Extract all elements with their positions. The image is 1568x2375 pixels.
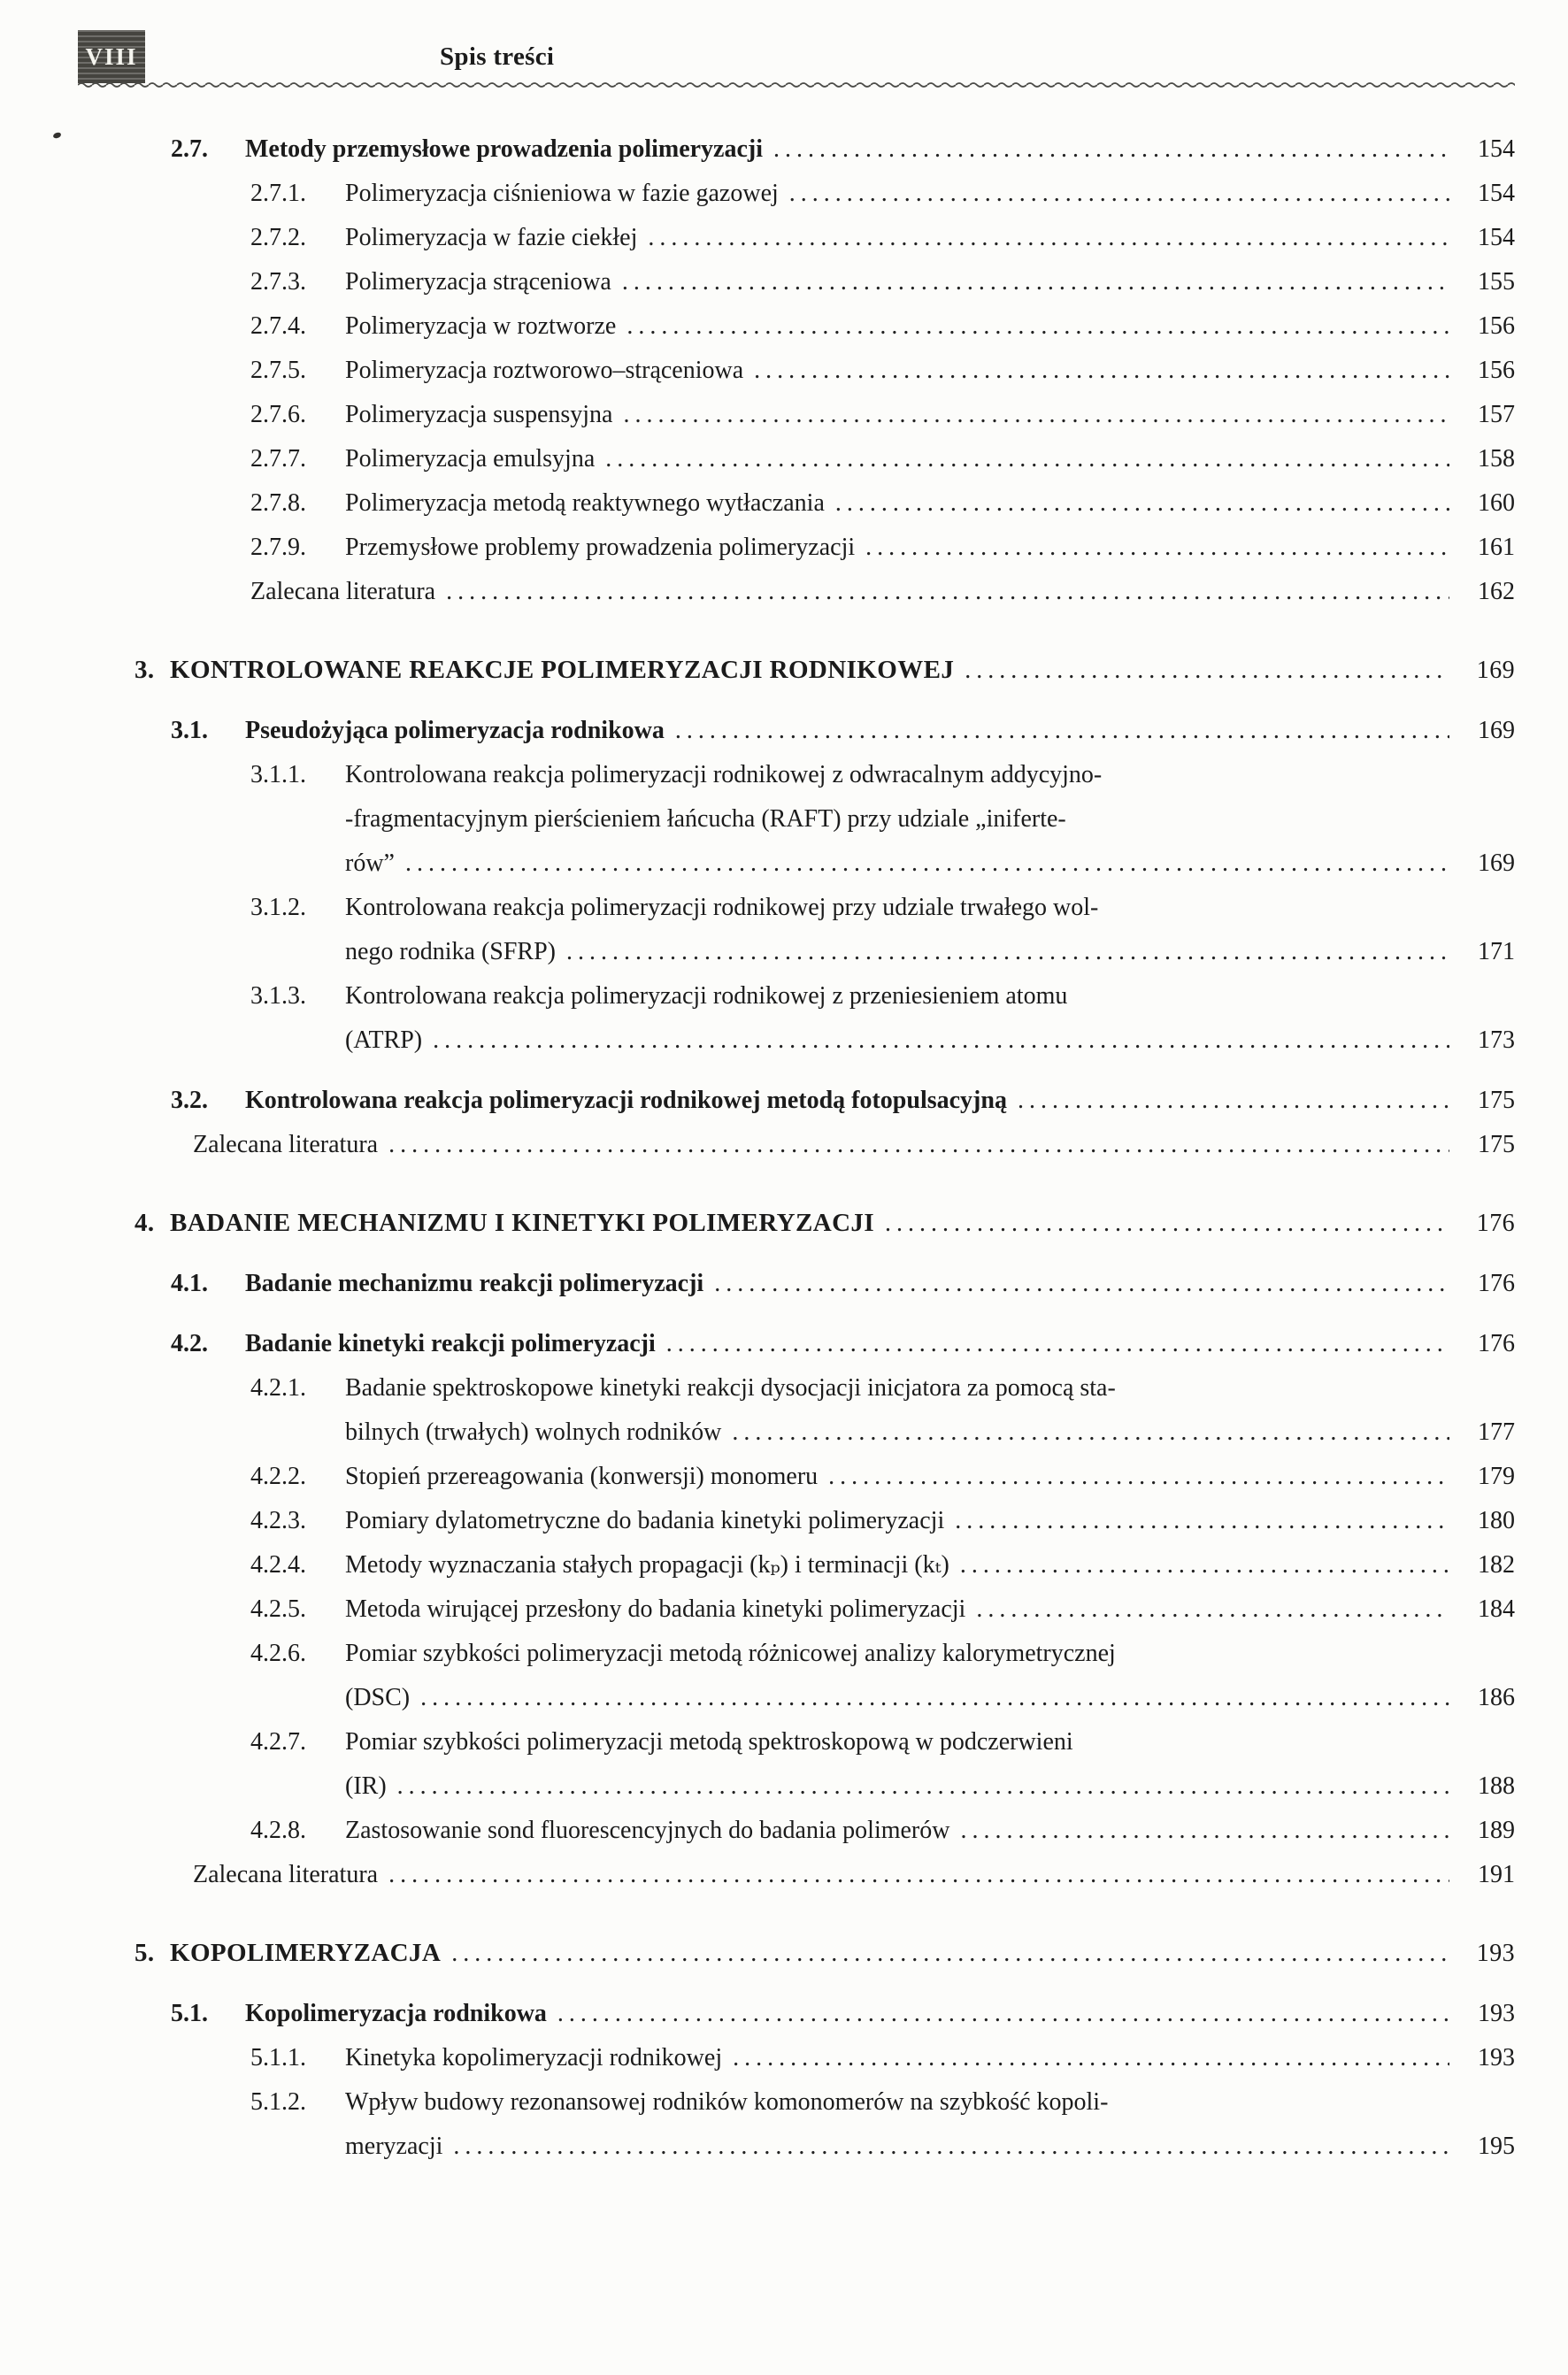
- entry-page-number: 156: [1478, 312, 1515, 340]
- entry-title: Polimeryzacja suspensyjna: [345, 401, 613, 428]
- entry-title: Badanie spektroskopowe kinetyki reakcji dysocjacji inicjatora za pomocą sta-: [345, 1374, 1116, 1402]
- entry-title: Badanie mechanizmu reakcji polimeryzacji: [245, 1270, 704, 1297]
- toc-entry-line: [250, 1587, 1515, 1632]
- entry-number: 2.7.9.: [250, 534, 306, 561]
- toc-entry: [80, 1455, 1515, 1499]
- entry-number: 2.7.6.: [250, 401, 306, 428]
- toc-entry-line: [250, 1018, 1515, 1063]
- page-title: Spis treści: [440, 42, 555, 71]
- entry-page-number: 188: [1478, 1772, 1515, 1800]
- toc-entry-line: [250, 481, 1515, 526]
- entry-page-number: 154: [1478, 224, 1515, 251]
- toc-entry-line: [250, 216, 1515, 260]
- entry-title: bilnych (trwałych) wolnych rodników: [345, 1418, 722, 1446]
- entry-number: 2.7.5.: [250, 357, 306, 384]
- entry-title: Wpływ budowy rezonansowej rodników komonomerów na szybkość kopoli-: [345, 2088, 1109, 2116]
- toc-entry: [80, 481, 1515, 526]
- toc-entry-line: [171, 1262, 1515, 1306]
- dot-leader: [960, 1809, 1449, 1853]
- toc-entry-line: [250, 1455, 1515, 1499]
- entry-title: Metoda wirującej przesłony do badania kinetyki polimeryzacji: [345, 1595, 966, 1623]
- dot-leader: [622, 260, 1449, 304]
- entry-page-number: 173: [1478, 1026, 1515, 1054]
- dot-leader: [666, 1322, 1449, 1366]
- toc-entry-line: [250, 1632, 1515, 1676]
- entry-number: 4.1.: [171, 1270, 208, 1297]
- entry-page-number: 176: [1476, 1210, 1515, 1237]
- entry-page-number: 186: [1478, 1684, 1515, 1711]
- toc-entry: [80, 304, 1515, 349]
- toc-entry-line: [250, 570, 1515, 614]
- toc-list: [0, 88, 1568, 2169]
- entry-title: -fragmentacyjnym pierścieniem łańcucha (RAFT) przy udziale „iniferte-: [345, 805, 1066, 833]
- entry-page-number: 156: [1478, 357, 1515, 384]
- header-rule: [78, 80, 1515, 90]
- entry-title: Kontrolowana reakcja polimeryzacji rodnikowej metodą fotopulsacyjną: [245, 1087, 1007, 1114]
- entry-title: BADANIE MECHANIZMU I KINETYKI POLIMERYZACJI: [170, 1209, 875, 1237]
- toc-entry: [80, 1079, 1515, 1123]
- dot-leader: [960, 1543, 1449, 1587]
- entry-page-number: 182: [1478, 1551, 1515, 1579]
- dot-leader: [835, 481, 1449, 526]
- entry-title: Polimeryzacja w roztworze: [345, 312, 617, 340]
- entry-title: Pomiar szybkości polimeryzacji metodą różnicowej analizy kalorymetrycznej: [345, 1640, 1116, 1667]
- toc-entry-line: [171, 1992, 1515, 2036]
- toc-entry: [80, 526, 1515, 570]
- dot-leader: [605, 437, 1449, 481]
- toc-entry: [80, 1201, 1515, 1246]
- entry-title: Zalecana literatura: [193, 1861, 379, 1888]
- toc-entry-line: [250, 930, 1515, 974]
- toc-entry-line: [250, 753, 1515, 797]
- toc-entry-line: [135, 1201, 1515, 1246]
- toc-entry-line: [250, 1543, 1515, 1587]
- dot-leader: [732, 1410, 1449, 1455]
- toc-entry: [80, 1853, 1515, 1897]
- toc-entry-line: [250, 393, 1515, 437]
- toc-entry: [80, 1809, 1515, 1853]
- entry-page-number: 184: [1478, 1595, 1515, 1623]
- dot-leader: [405, 842, 1449, 886]
- dot-leader: [388, 1123, 1449, 1167]
- entry-page-number: 161: [1478, 534, 1515, 561]
- dot-leader: [789, 172, 1449, 216]
- entry-title: Zalecana literatura: [193, 1131, 379, 1158]
- entry-page-number: 195: [1478, 2133, 1515, 2160]
- dot-leader: [733, 2036, 1449, 2080]
- entry-number: 2.7.1.: [250, 180, 306, 207]
- toc-entry: [80, 1543, 1515, 1587]
- entry-title: Polimeryzacja metodą reaktywnego wytłaczania: [345, 489, 825, 517]
- toc-entry-line: [250, 349, 1515, 393]
- entry-page-number: 169: [1476, 657, 1515, 684]
- dot-leader: [675, 709, 1449, 753]
- toc-entry-line: [250, 886, 1515, 930]
- toc-entry: [80, 709, 1515, 753]
- dot-leader: [451, 1931, 1449, 1976]
- toc-entry-line: [250, 2125, 1515, 2169]
- entry-page-number: 169: [1478, 849, 1515, 877]
- entry-page-number: 179: [1478, 1463, 1515, 1490]
- entry-number: 4.2.4.: [250, 1551, 306, 1579]
- entry-number: 4.2.7.: [250, 1728, 306, 1756]
- entry-number: 4.2.: [171, 1330, 208, 1357]
- entry-title: Zastosowanie sond fluorescencyjnych do badania polimerów: [345, 1817, 950, 1844]
- entry-title: Polimeryzacja roztworowo–strąceniowa: [345, 357, 744, 384]
- entry-title: (DSC): [345, 1684, 411, 1711]
- entry-title: Kontrolowana reakcja polimeryzacji rodnikowej przy udziale trwałego wol-: [345, 894, 1099, 921]
- entry-page-number: 171: [1478, 938, 1515, 965]
- toc-entry: [80, 172, 1515, 216]
- dot-leader: [557, 1992, 1449, 2036]
- toc-entry-line: [250, 974, 1515, 1018]
- entry-title: Polimeryzacja ciśnieniowa w fazie gazowej: [345, 180, 779, 207]
- toc-entry: [80, 1720, 1515, 1809]
- toc-entry-line: [250, 1720, 1515, 1764]
- entry-page-number: 180: [1478, 1507, 1515, 1534]
- entry-number: 5.: [135, 1939, 155, 1967]
- entry-title: Metody przemysłowe prowadzenia polimeryzacji: [245, 135, 764, 163]
- entry-number: 3.1.1.: [250, 761, 306, 788]
- dot-leader: [388, 1853, 1449, 1897]
- dot-leader: [714, 1262, 1449, 1306]
- entry-page-number: 160: [1478, 489, 1515, 517]
- toc-entry-line: [250, 797, 1515, 842]
- dot-leader: [433, 1018, 1449, 1063]
- entry-title: Badanie kinetyki reakcji polimeryzacji: [245, 1330, 656, 1357]
- dot-leader: [965, 648, 1449, 693]
- toc-entry: [80, 1322, 1515, 1366]
- entry-number: 4.: [135, 1209, 155, 1237]
- toc-entry-line: [250, 1764, 1515, 1809]
- entry-number: 5.1.2.: [250, 2088, 306, 2116]
- toc-entry: [80, 127, 1515, 172]
- entry-number: 3.1.: [171, 717, 208, 744]
- entry-title: Polimeryzacja emulsyjna: [345, 445, 596, 473]
- entry-number: 3.2.: [171, 1087, 208, 1114]
- entry-page-number: 177: [1478, 1418, 1515, 1446]
- entry-page-number: 175: [1478, 1131, 1515, 1158]
- toc-entry-line: [250, 304, 1515, 349]
- entry-title: nego rodnika (SFRP): [345, 938, 556, 965]
- dot-leader: [1018, 1079, 1449, 1123]
- entry-number: 2.7.3.: [250, 268, 306, 296]
- dot-leader: [648, 216, 1449, 260]
- entry-title: meryzacji: [345, 2133, 443, 2160]
- entry-title: Pomiary dylatometryczne do badania kinetyki polimeryzacji: [345, 1507, 945, 1534]
- dot-leader: [397, 1764, 1449, 1809]
- entry-number: 2.7.4.: [250, 312, 306, 340]
- entry-title: Przemysłowe problemy prowadzenia polimeryzacji: [345, 534, 856, 561]
- dot-leader: [955, 1499, 1449, 1543]
- entry-page-number: 193: [1476, 1940, 1515, 1967]
- toc-entry: [80, 886, 1515, 974]
- toc-entry: [80, 1931, 1515, 1976]
- toc-entry: [80, 1123, 1515, 1167]
- toc-entry: [80, 648, 1515, 693]
- toc-entry-line: [171, 1079, 1515, 1123]
- entry-title: Pomiar szybkości polimeryzacji metodą spektroskopową w podczerwieni: [345, 1728, 1073, 1756]
- dot-leader: [446, 570, 1449, 614]
- entry-title: KOPOLIMERYZACJA: [170, 1939, 442, 1967]
- dot-leader: [420, 1676, 1449, 1720]
- entry-title: Kinetyka kopolimeryzacji rodnikowej: [345, 2044, 723, 2071]
- dot-leader: [626, 304, 1449, 349]
- toc-entry-line: [171, 127, 1515, 172]
- dot-leader: [623, 393, 1449, 437]
- entry-title: Zalecana literatura: [250, 578, 436, 605]
- entry-page-number: 154: [1478, 180, 1515, 207]
- entry-number: 3.1.2.: [250, 894, 306, 921]
- toc-entry-line: [250, 842, 1515, 886]
- toc-entry: [80, 2036, 1515, 2080]
- dot-leader: [453, 2125, 1449, 2169]
- toc-entry-line: [250, 2080, 1515, 2125]
- entry-page-number: 169: [1478, 717, 1515, 744]
- dot-leader: [828, 1455, 1449, 1499]
- toc-entry-line: [193, 1853, 1515, 1897]
- toc-entry: [80, 1499, 1515, 1543]
- toc-entry: [80, 2080, 1515, 2169]
- entry-title: (ATRP): [345, 1026, 423, 1054]
- toc-entry: [80, 570, 1515, 614]
- toc-entry: [80, 1992, 1515, 2036]
- entry-title: Polimeryzacja w fazie ciekłej: [345, 224, 638, 251]
- entry-page-number: 176: [1478, 1330, 1515, 1357]
- entry-number: 4.2.2.: [250, 1463, 306, 1490]
- entry-page-number: 193: [1478, 2044, 1515, 2071]
- toc-entry-line: [171, 1322, 1515, 1366]
- entry-number: 2.7.8.: [250, 489, 306, 517]
- entry-page-number: 189: [1478, 1817, 1515, 1844]
- entry-number: 3.: [135, 656, 155, 684]
- dot-leader: [885, 1201, 1449, 1246]
- toc-entry-line: [250, 1676, 1515, 1720]
- toc-entry-line: [250, 1499, 1515, 1543]
- page-header: [0, 0, 1568, 88]
- toc-entry: [80, 974, 1515, 1063]
- toc-entry-line: [250, 1366, 1515, 1410]
- entry-title: Pseudożyjąca polimeryzacja rodnikowa: [245, 717, 665, 744]
- entry-title: Metody wyznaczania stałych propagacji (kₚ) i terminacji (kₜ): [345, 1551, 949, 1579]
- toc-entry-line: [135, 648, 1515, 693]
- folio-box: [78, 30, 145, 83]
- entry-number: 4.2.5.: [250, 1595, 306, 1623]
- entry-page-number: 154: [1478, 135, 1515, 163]
- dot-leader: [865, 526, 1449, 570]
- entry-number: 2.7.2.: [250, 224, 306, 251]
- entry-number: 4.2.6.: [250, 1640, 306, 1667]
- entry-page-number: 176: [1478, 1270, 1515, 1297]
- toc-entry: [80, 1366, 1515, 1455]
- entry-page-number: 193: [1478, 2000, 1515, 2027]
- entry-title: Kontrolowana reakcja polimeryzacji rodnikowej z przeniesieniem atomu: [345, 982, 1068, 1010]
- entry-number: 3.1.3.: [250, 982, 306, 1010]
- toc-entry-line: [250, 260, 1515, 304]
- entry-title: rów”: [345, 849, 395, 877]
- toc-entry-line: [250, 1410, 1515, 1455]
- toc-entry-line: [171, 709, 1515, 753]
- toc-entry-line: [250, 526, 1515, 570]
- toc-entry: [80, 1632, 1515, 1720]
- toc-entry: [80, 753, 1515, 886]
- entry-page-number: 155: [1478, 268, 1515, 296]
- toc-entry: [80, 1262, 1515, 1306]
- entry-number: 4.2.3.: [250, 1507, 306, 1534]
- dot-leader: [754, 349, 1449, 393]
- entry-page-number: 158: [1478, 445, 1515, 473]
- toc-entry-line: [250, 1809, 1515, 1853]
- toc-entry-line: [250, 172, 1515, 216]
- entry-page-number: 175: [1478, 1087, 1515, 1114]
- entry-number: 5.1.1.: [250, 2044, 306, 2071]
- entry-number: 5.1.: [171, 2000, 208, 2027]
- entry-number: 2.7.: [171, 135, 208, 163]
- entry-title: Kontrolowana reakcja polimeryzacji rodnikowej z odwracalnym addycyjno-: [345, 761, 1103, 788]
- folio-number: VIII: [85, 42, 138, 70]
- entry-title: Polimeryzacja strąceniowa: [345, 268, 611, 296]
- toc-entry-line: [250, 437, 1515, 481]
- entry-number: 2.7.7.: [250, 445, 306, 473]
- toc-entry-line: [250, 2036, 1515, 2080]
- toc-entry: [80, 1587, 1515, 1632]
- toc-entry: [80, 260, 1515, 304]
- dot-leader: [566, 930, 1449, 974]
- entry-number: 4.2.8.: [250, 1817, 306, 1844]
- entry-title: (IR): [345, 1772, 387, 1800]
- dot-leader: [773, 127, 1449, 172]
- toc-entry: [80, 437, 1515, 481]
- dot-leader: [976, 1587, 1449, 1632]
- entry-page-number: 191: [1478, 1861, 1515, 1888]
- toc-entry-line: [193, 1123, 1515, 1167]
- toc-entry: [80, 216, 1515, 260]
- entry-title: KONTROLOWANE REAKCJE POLIMERYZACJI RODNIKOWEJ: [170, 656, 955, 684]
- entry-title: Kopolimeryzacja rodnikowa: [245, 2000, 547, 2027]
- entry-page-number: 162: [1478, 578, 1515, 605]
- entry-number: 4.2.1.: [250, 1374, 306, 1402]
- toc-entry: [80, 349, 1515, 393]
- entry-title: Stopień przereagowania (konwersji) monomeru: [345, 1463, 819, 1490]
- entry-page-number: 157: [1478, 401, 1515, 428]
- toc-entry: [80, 393, 1515, 437]
- toc-entry-line: [135, 1931, 1515, 1976]
